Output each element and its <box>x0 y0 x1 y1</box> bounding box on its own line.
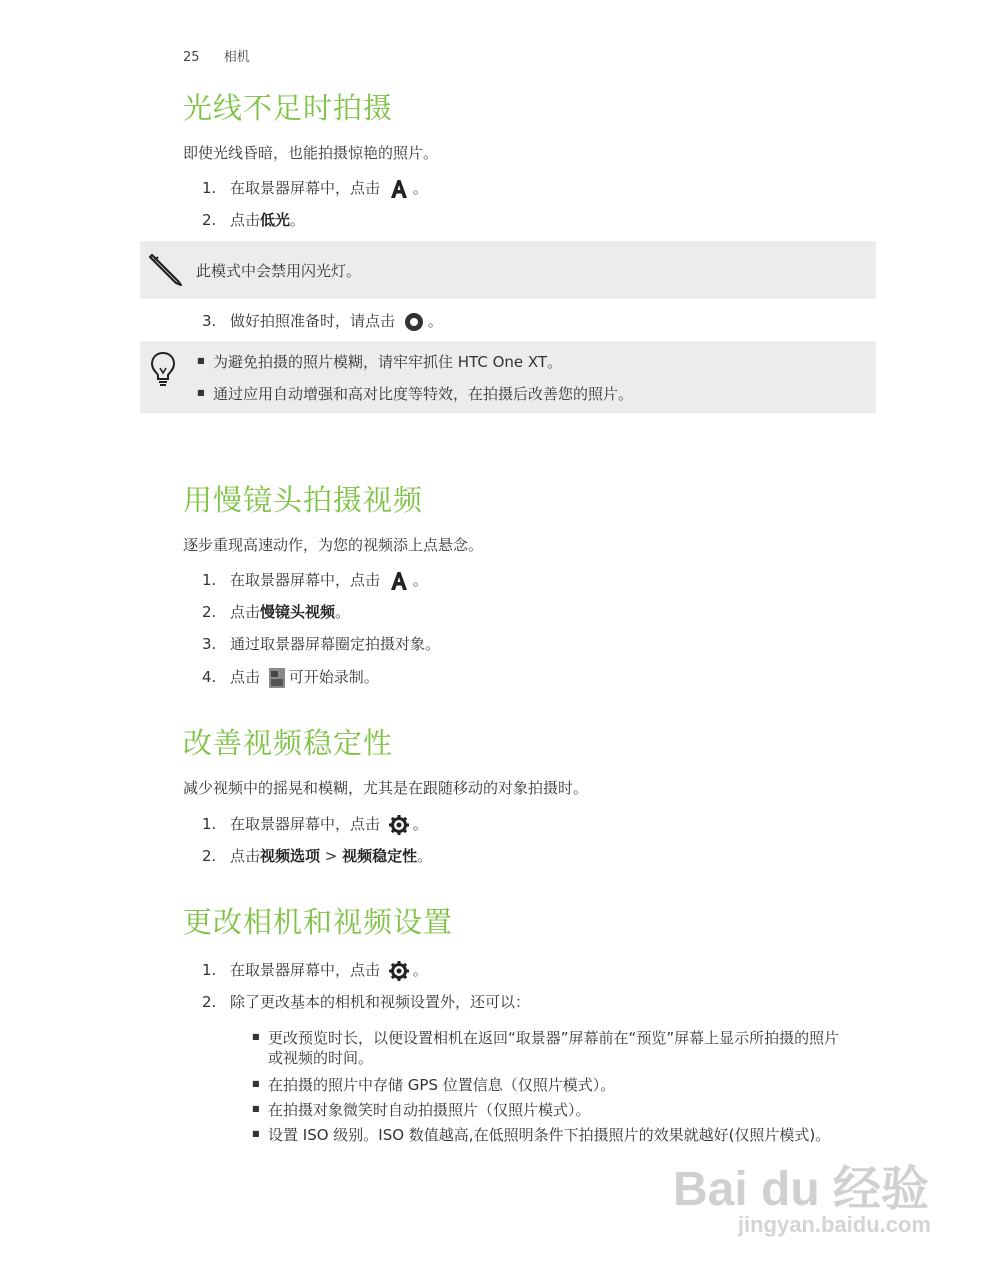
auto-mode-icon <box>389 179 409 199</box>
gear-icon <box>389 961 409 981</box>
settings-bullet: ■ 更改预览时长，以便设置相机在返回“取景器”屏幕前在“预览”屏幕上显示所拍摄的照片 <box>268 1027 839 1048</box>
tip-item: ■ 通过应用自动增强和高对比度等特效，在拍摄后改善您的照片。 <box>213 383 633 404</box>
settings-bullet-continuation: 或视频的时间。 <box>268 1049 374 1067</box>
section-name: 相机 <box>223 50 250 65</box>
gear-icon <box>389 815 409 835</box>
heading-stabilization: 改善视频稳定性 <box>183 726 394 760</box>
page-number: 25 <box>183 50 200 65</box>
settings-step-1: 1. 在取景器屏幕中，点击 。 <box>202 961 428 979</box>
intro-low-light: 即使光线昏暗，也能拍摄惊艳的照片。 <box>183 144 439 162</box>
note-text: 此模式中会禁用闪光灯。 <box>196 262 362 280</box>
pencil-icon <box>148 251 184 287</box>
auto-mode-icon <box>389 571 409 591</box>
note-box <box>140 241 876 299</box>
tip-box <box>140 341 876 413</box>
settings-bullet: ■ 在拍摄的照片中存储 GPS 位置信息（仅照片模式）。 <box>268 1074 615 1095</box>
slow-motion-step-4: 4. 点击 可开始录制。 <box>202 668 379 686</box>
intro-stabilization: 减少视频中的摇晃和模糊，尤其是在跟随移动的对象拍摄时。 <box>183 779 589 797</box>
slow-motion-step-2: 2. 点击慢镜头视频。 <box>202 603 351 621</box>
baidu-watermark-logo: Bai du 经验 <box>672 1163 929 1216</box>
page-header <box>183 46 270 65</box>
shutter-icon <box>404 312 424 332</box>
settings-step-2: 2. 除了更改基本的相机和视频设置外，还可以： <box>202 993 531 1011</box>
stabilization-step-1: 1. 在取景器屏幕中，点击 。 <box>202 815 428 833</box>
settings-bullet: ■ 设置 ISO 级别。ISO 数值越高,在低照明条件下拍摄照片的效果就越好(仅照片模式)。 <box>268 1124 830 1145</box>
low-light-step-1: 1. 在取景器屏幕中，点击 。 <box>202 179 428 197</box>
record-video-icon <box>269 668 285 688</box>
heading-settings: 更改相机和视频设置 <box>183 905 454 939</box>
heading-slow-motion: 用慢镜头拍摄视频 <box>183 483 424 517</box>
low-light-step-2: 2. 点击低光。 <box>202 211 306 229</box>
lightbulb-icon <box>150 351 176 387</box>
settings-bullet: ■ 在拍摄对象微笑时自动拍摄照片（仅照片模式）。 <box>268 1099 591 1120</box>
intro-slow-motion: 逐步重现高速动作，为您的视频添上点悬念。 <box>183 536 484 554</box>
low-light-step-3: 3. 做好拍照准备时，请点击 。 <box>202 312 443 330</box>
slow-motion-step-1: 1. 在取景器屏幕中，点击 。 <box>202 571 428 589</box>
tip-item: ■ 为避免拍摄的照片模糊，请牢牢抓住 HTC One XT。 <box>213 351 562 372</box>
slow-motion-step-3: 3. 通过取景器屏幕圈定拍摄对象。 <box>202 635 441 653</box>
baidu-watermark-url: jingyan.baidu.com <box>737 1212 931 1237</box>
stabilization-step-2: 2. 点击视频选项 > 视频稳定性。 <box>202 847 433 865</box>
heading-low-light: 光线不足时拍摄 <box>183 91 394 125</box>
